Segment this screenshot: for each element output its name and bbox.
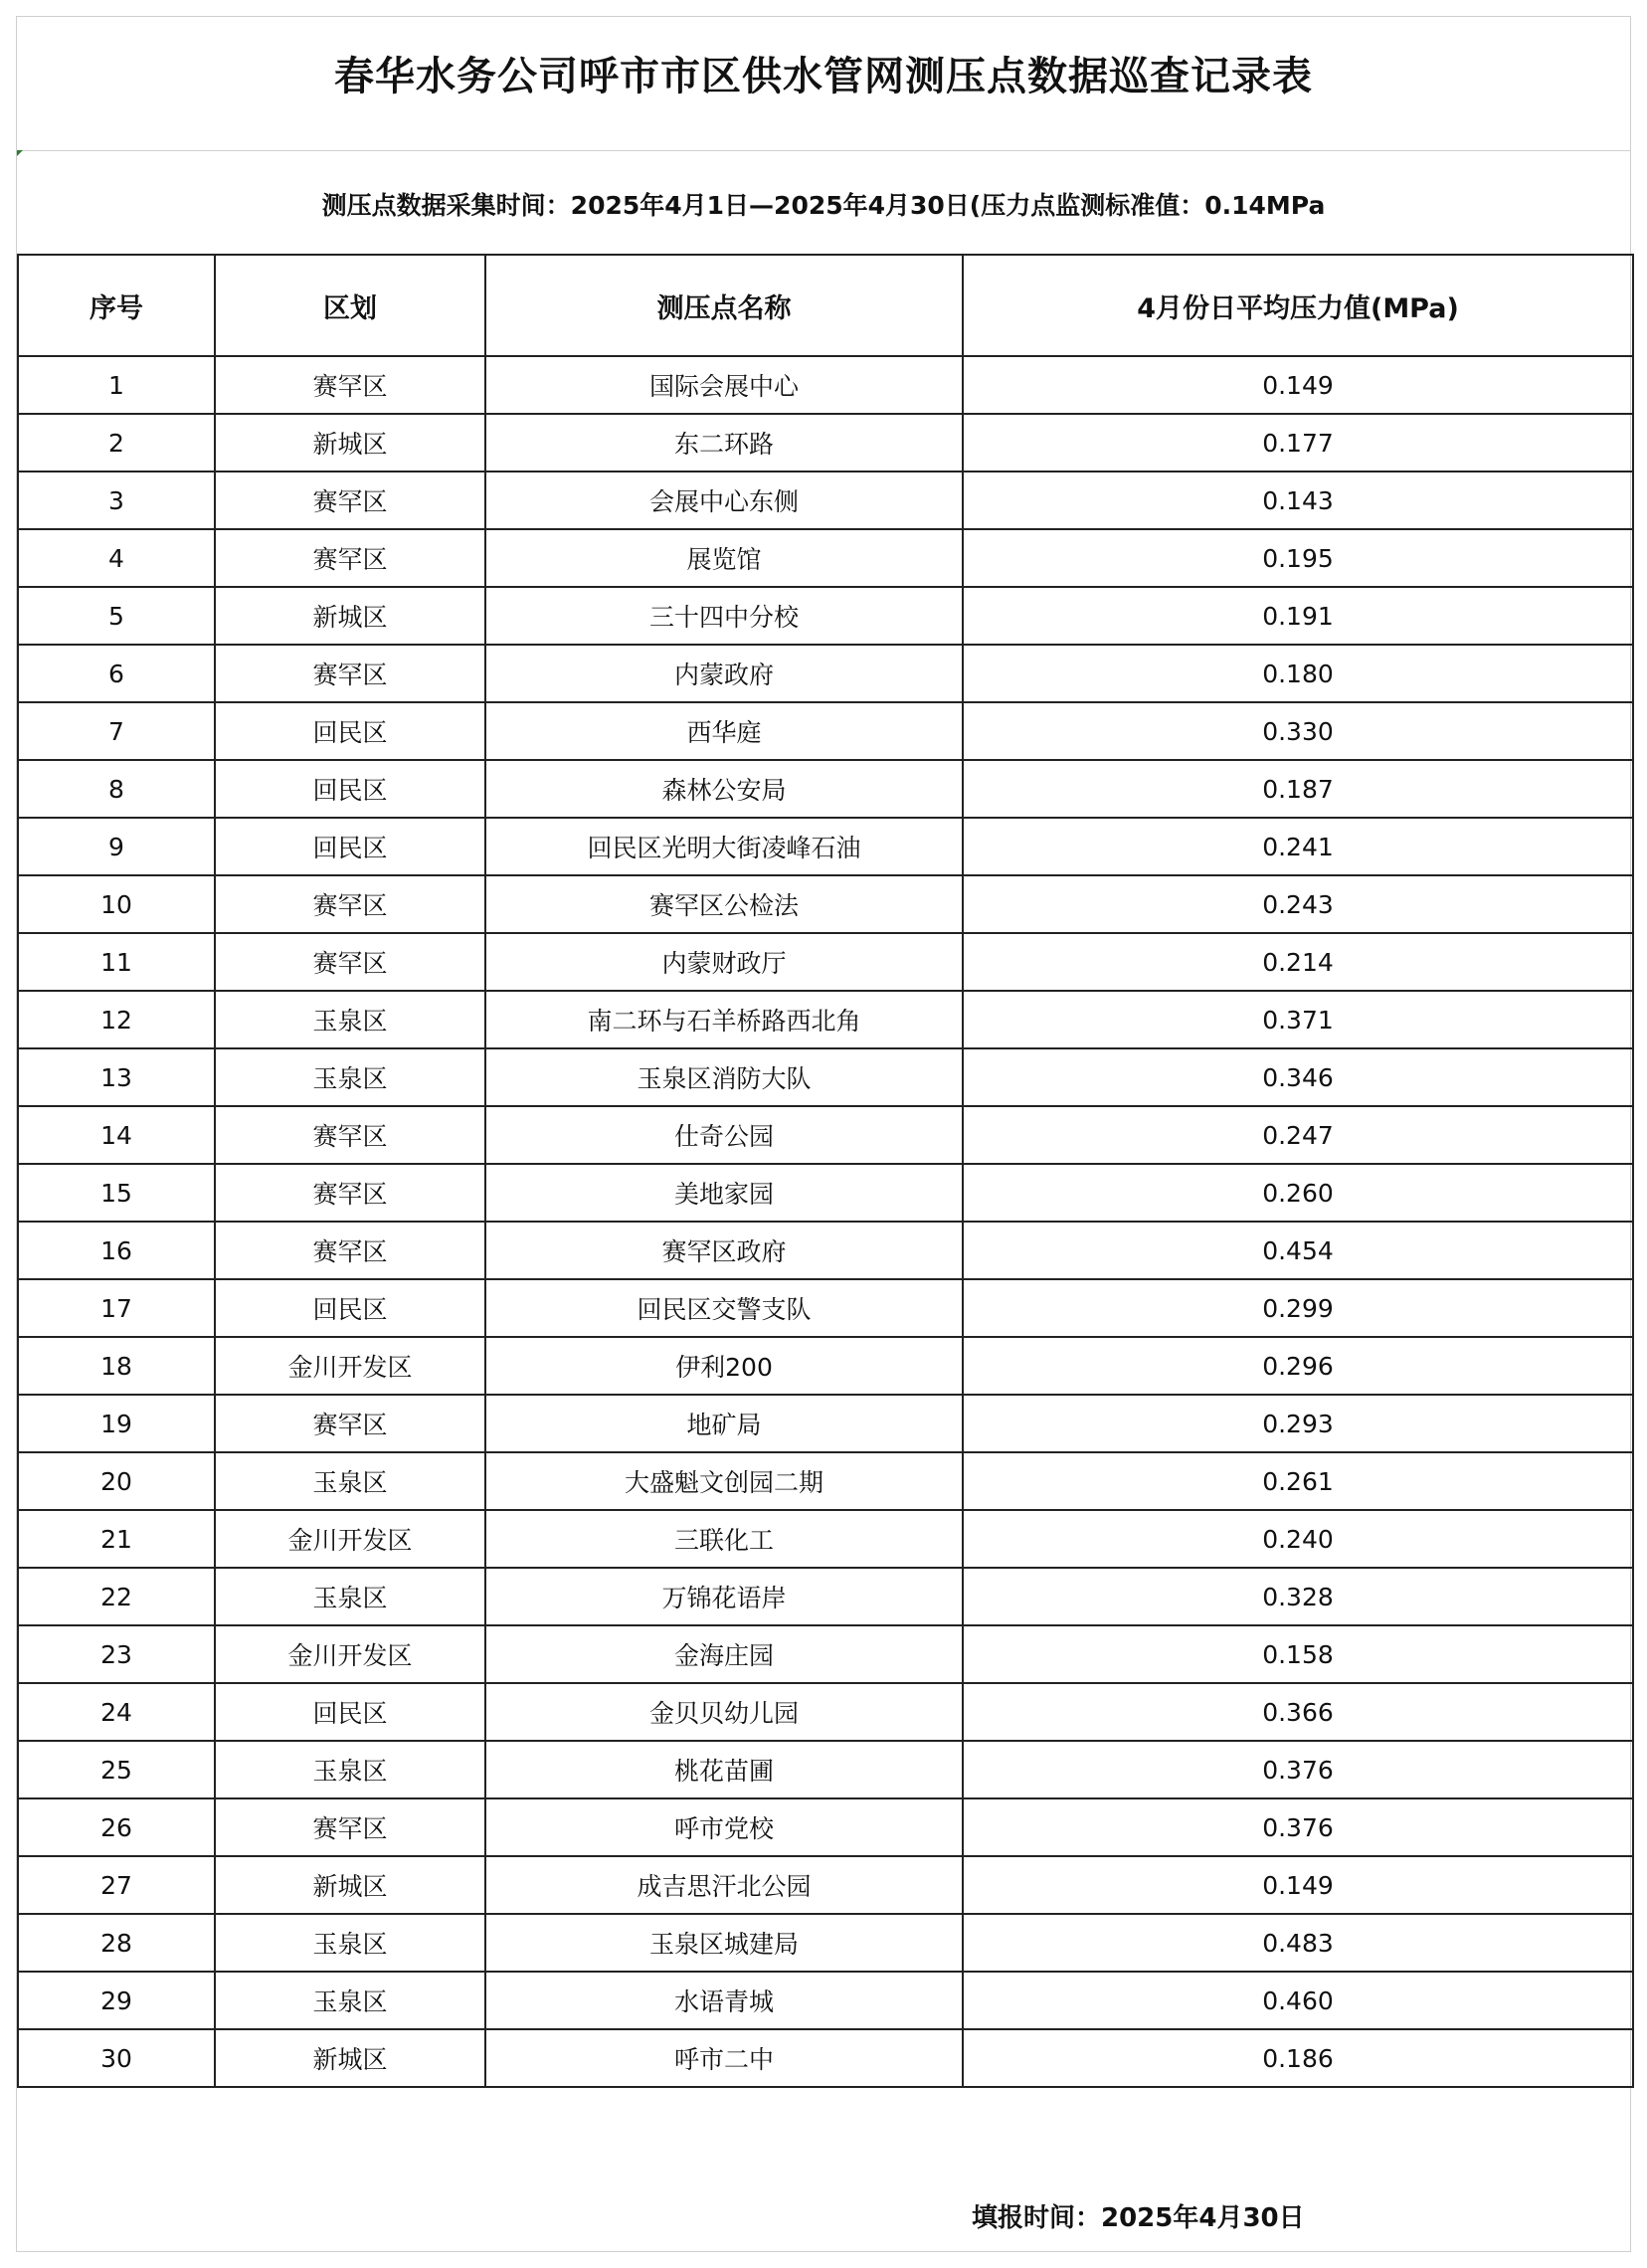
cell-district: 赛罕区 [215, 933, 485, 991]
table-row [18, 1683, 1633, 1741]
table-row [18, 1510, 1633, 1568]
cell-avg-pressure: 0.247 [963, 1106, 1633, 1164]
table-row [18, 1625, 1633, 1683]
cell-station-name: 展览馆 [485, 529, 963, 587]
table-row [18, 1856, 1633, 1914]
cell-station-name: 内蒙政府 [485, 645, 963, 702]
cell-index: 4 [18, 529, 215, 587]
cell-district: 玉泉区 [215, 1741, 485, 1798]
cell-station-name: 仕奇公园 [485, 1106, 963, 1164]
table-row [18, 702, 1633, 760]
cell-index: 13 [18, 1048, 215, 1106]
cell-station-name: 呼市二中 [485, 2029, 963, 2087]
table-row [18, 1279, 1633, 1337]
cell-station-name: 桃花苗圃 [485, 1741, 963, 1798]
cell-index: 16 [18, 1222, 215, 1279]
cell-station-name: 大盛魁文创园二期 [485, 1452, 963, 1510]
cell-district: 赛罕区 [215, 1395, 485, 1452]
cell-index: 29 [18, 1972, 215, 2029]
cell-district: 玉泉区 [215, 1914, 485, 1972]
cell-station-name: 国际会展中心 [485, 356, 963, 414]
cell-index: 1 [18, 356, 215, 414]
cell-avg-pressure: 0.376 [963, 1741, 1633, 1798]
cell-avg-pressure: 0.261 [963, 1452, 1633, 1510]
cell-avg-pressure: 0.299 [963, 1279, 1633, 1337]
table-row [18, 2029, 1633, 2087]
cell-station-name: 会展中心东侧 [485, 472, 963, 529]
table-row [18, 356, 1633, 414]
cell-district: 玉泉区 [215, 1048, 485, 1106]
table-row [18, 1222, 1633, 1279]
cell-index: 15 [18, 1164, 215, 1222]
cell-avg-pressure: 0.296 [963, 1337, 1633, 1395]
cell-district: 赛罕区 [215, 472, 485, 529]
cell-avg-pressure: 0.149 [963, 356, 1633, 414]
cell-index: 8 [18, 760, 215, 818]
cell-index: 5 [18, 587, 215, 645]
cell-station-name: 美地家园 [485, 1164, 963, 1222]
cell-avg-pressure: 0.371 [963, 991, 1633, 1048]
cell-district: 回民区 [215, 1279, 485, 1337]
collection-period: 测压点数据采集时间：2025年4月1日—2025年4月30日(压力点监测标准值：0.14MPa [321, 191, 1326, 220]
cell-avg-pressure: 0.180 [963, 645, 1633, 702]
cell-avg-pressure: 0.330 [963, 702, 1633, 760]
cell-avg-pressure: 0.454 [963, 1222, 1633, 1279]
cell-index: 30 [18, 2029, 215, 2087]
cell-index: 22 [18, 1568, 215, 1625]
header-station-name: 测压点名称 [485, 255, 963, 356]
cell-district: 回民区 [215, 1683, 485, 1741]
title-divider [17, 150, 1630, 151]
cell-district: 玉泉区 [215, 991, 485, 1048]
table-row [18, 645, 1633, 702]
page-title: 春华水务公司呼市市区供水管网测压点数据巡查记录表 [334, 54, 1313, 99]
cell-station-name: 伊利200 [485, 1337, 963, 1395]
cell-avg-pressure: 0.366 [963, 1683, 1633, 1741]
cell-avg-pressure: 0.143 [963, 472, 1633, 529]
cell-index: 26 [18, 1798, 215, 1856]
cell-station-name: 万锦花语岸 [485, 1568, 963, 1625]
table-row [18, 1972, 1633, 2029]
cell-station-name: 赛罕区公检法 [485, 875, 963, 933]
cell-district: 赛罕区 [215, 645, 485, 702]
cell-avg-pressure: 0.483 [963, 1914, 1633, 1972]
cell-avg-pressure: 0.187 [963, 760, 1633, 818]
table-row [18, 1337, 1633, 1395]
cell-avg-pressure: 0.243 [963, 875, 1633, 933]
cell-index: 3 [18, 472, 215, 529]
cell-district: 回民区 [215, 702, 485, 760]
table-row [18, 1452, 1633, 1510]
cell-index: 17 [18, 1279, 215, 1337]
cell-index: 10 [18, 875, 215, 933]
table-row [18, 1164, 1633, 1222]
cell-district: 新城区 [215, 414, 485, 472]
cell-station-name: 三联化工 [485, 1510, 963, 1568]
cell-district: 金川开发区 [215, 1625, 485, 1683]
cell-avg-pressure: 0.195 [963, 529, 1633, 587]
table-row [18, 529, 1633, 587]
cell-district: 玉泉区 [215, 1568, 485, 1625]
table-row [18, 1395, 1633, 1452]
cell-index: 9 [18, 818, 215, 875]
cell-station-name: 成吉思汗北公园 [485, 1856, 963, 1914]
table-row [18, 760, 1633, 818]
cell-district: 赛罕区 [215, 1164, 485, 1222]
cell-district: 新城区 [215, 1856, 485, 1914]
cell-station-name: 回民区光明大街凌峰石油 [485, 818, 963, 875]
cell-district: 赛罕区 [215, 1106, 485, 1164]
cell-station-name: 回民区交警支队 [485, 1279, 963, 1337]
cell-avg-pressure: 0.460 [963, 1972, 1633, 2029]
cell-station-name: 呼市党校 [485, 1798, 963, 1856]
cell-avg-pressure: 0.158 [963, 1625, 1633, 1683]
cell-index: 27 [18, 1856, 215, 1914]
cell-district: 回民区 [215, 760, 485, 818]
cell-station-name: 东二环路 [485, 414, 963, 472]
table-row [18, 818, 1633, 875]
cell-district: 回民区 [215, 818, 485, 875]
cell-avg-pressure: 0.241 [963, 818, 1633, 875]
cell-district: 玉泉区 [215, 1452, 485, 1510]
table-row [18, 1048, 1633, 1106]
cell-avg-pressure: 0.186 [963, 2029, 1633, 2087]
cell-station-name: 三十四中分校 [485, 587, 963, 645]
cell-avg-pressure: 0.376 [963, 1798, 1633, 1856]
table-row [18, 1798, 1633, 1856]
table-row [18, 472, 1633, 529]
cell-index: 11 [18, 933, 215, 991]
cell-station-name: 金海庄园 [485, 1625, 963, 1683]
cell-index: 14 [18, 1106, 215, 1164]
cell-station-name: 玉泉区城建局 [485, 1914, 963, 1972]
header-avg-pressure: 4月份日平均压力值(MPa) [963, 255, 1633, 356]
pressure-table [17, 254, 1634, 2088]
table-body [18, 356, 1633, 2087]
cell-index: 28 [18, 1914, 215, 1972]
cell-index: 2 [18, 414, 215, 472]
cell-station-name: 玉泉区消防大队 [485, 1048, 963, 1106]
cell-district: 赛罕区 [215, 875, 485, 933]
cell-avg-pressure: 0.293 [963, 1395, 1633, 1452]
header-index: 序号 [18, 255, 215, 356]
table-row [18, 1741, 1633, 1798]
cell-index: 12 [18, 991, 215, 1048]
table-row [18, 587, 1633, 645]
cell-station-name: 西华庭 [485, 702, 963, 760]
cell-district: 金川开发区 [215, 1510, 485, 1568]
cell-station-name: 南二环与石羊桥路西北角 [485, 991, 963, 1048]
cell-district: 新城区 [215, 587, 485, 645]
cell-station-name: 地矿局 [485, 1395, 963, 1452]
cell-corner-marker [17, 150, 23, 156]
cell-avg-pressure: 0.214 [963, 933, 1633, 991]
cell-index: 21 [18, 1510, 215, 1568]
cell-avg-pressure: 0.346 [963, 1048, 1633, 1106]
cell-index: 6 [18, 645, 215, 702]
cell-district: 赛罕区 [215, 356, 485, 414]
cell-index: 19 [18, 1395, 215, 1452]
cell-index: 18 [18, 1337, 215, 1395]
table-row [18, 1914, 1633, 1972]
cell-district: 赛罕区 [215, 1798, 485, 1856]
cell-index: 20 [18, 1452, 215, 1510]
cell-avg-pressure: 0.177 [963, 414, 1633, 472]
header-district: 区划 [215, 255, 485, 356]
cell-station-name: 内蒙财政厅 [485, 933, 963, 991]
cell-station-name: 森林公安局 [485, 760, 963, 818]
cell-index: 24 [18, 1683, 215, 1741]
cell-index: 23 [18, 1625, 215, 1683]
table-row [18, 991, 1633, 1048]
table-row [18, 875, 1633, 933]
cell-district: 金川开发区 [215, 1337, 485, 1395]
cell-district: 赛罕区 [215, 1222, 485, 1279]
cell-district: 玉泉区 [215, 1972, 485, 2029]
cell-station-name: 水语青城 [485, 1972, 963, 2029]
table-header-row [18, 255, 1633, 356]
table-row [18, 933, 1633, 991]
cell-avg-pressure: 0.191 [963, 587, 1633, 645]
cell-index: 25 [18, 1741, 215, 1798]
cell-station-name: 金贝贝幼儿园 [485, 1683, 963, 1741]
cell-district: 新城区 [215, 2029, 485, 2087]
cell-avg-pressure: 0.240 [963, 1510, 1633, 1568]
table-row [18, 1106, 1633, 1164]
cell-avg-pressure: 0.149 [963, 1856, 1633, 1914]
cell-avg-pressure: 0.260 [963, 1164, 1633, 1222]
cell-district: 赛罕区 [215, 529, 485, 587]
cell-station-name: 赛罕区政府 [485, 1222, 963, 1279]
table-row [18, 1568, 1633, 1625]
record-sheet [16, 16, 1631, 2252]
cell-index: 7 [18, 702, 215, 760]
report-date: 填报时间：2025年4月30日 [972, 2203, 1305, 2233]
cell-avg-pressure: 0.328 [963, 1568, 1633, 1625]
table-row [18, 414, 1633, 472]
